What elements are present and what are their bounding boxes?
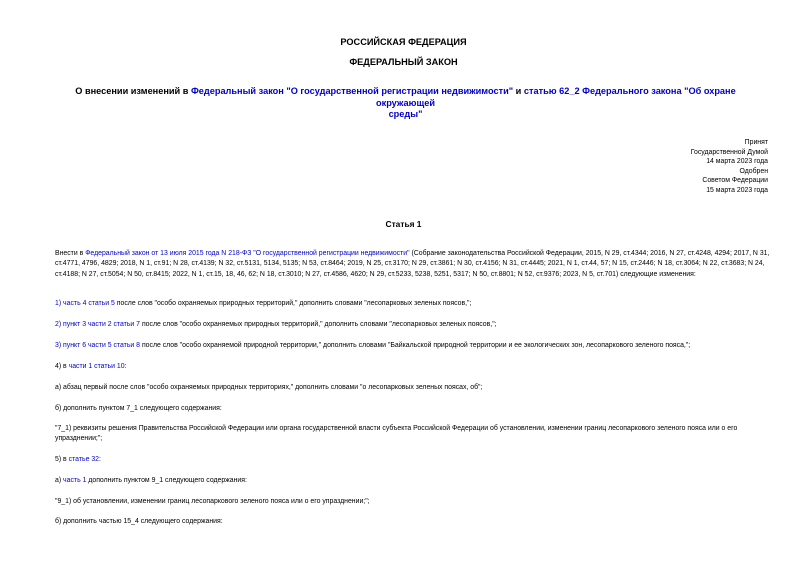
item-3	[39, 341, 786, 351]
item-2-num[interactable]: 2)	[55, 321, 64, 328]
item-5-quote: "9_1) об установлении, изменении границ лесопаркового зеленого пояса или о его упразднении;";	[55, 498, 370, 505]
item-3-text: после слов "особо охраняемой природной территории," дополнить словами "Байкальской природной территории и ее экологических зон, лесопаркового зеленого пояса,";	[140, 342, 691, 349]
approved-label: Одобрен	[739, 167, 768, 175]
title-prefix: О внесении изменений в	[75, 86, 191, 96]
item-2-link[interactable]: пункт 3 части 2 статьи 7	[63, 321, 141, 328]
item-5a-link[interactable]: часть 1	[63, 477, 87, 484]
title-link-article-62-2-cont[interactable]: среды"	[388, 109, 423, 119]
item-5b: б) дополнить частью 15_4 следующего содержания:	[55, 518, 223, 525]
title-link-article-62-2[interactable]: статью 62_2 Федерального закона "Об охране окружающей	[375, 86, 736, 108]
title-middle: и	[513, 86, 524, 96]
title-link-registration-law[interactable]: Федеральный закон "О государственной регистрации недвижимости"	[190, 86, 514, 96]
item-4-link[interactable]: части 1 статьи 10	[68, 363, 125, 370]
item-4-num: 4) в	[55, 363, 69, 370]
accepted-date: 14 марта 2023 года	[706, 158, 768, 166]
item-5-num: 5) в	[55, 456, 69, 463]
acceptance-block	[568, 138, 768, 196]
accepted-label: Принят	[744, 139, 768, 146]
item-1-num[interactable]: 1)	[55, 300, 64, 307]
intro-link-law-218[interactable]: Федеральный закон от 13 июля 2015 года N 218-ФЗ "О государственной регистрации недвижимости"	[85, 250, 410, 257]
item-1-link[interactable]: часть 4 статьи 5	[63, 300, 115, 307]
item-2-text: после слов "особо охраняемых природных территорий," дополнить словами "лесопарковых зеленых поясов,";	[140, 321, 497, 328]
law-type-heading: ФЕДЕРАЛЬНЫЙ ЗАКОН	[349, 57, 458, 67]
item-5a-text: дополнить пунктом 9_1 следующего содержания:	[86, 477, 247, 484]
country-heading: РОССИЙСКАЯ ФЕДЕРАЦИЯ	[340, 37, 467, 47]
item-5a	[39, 476, 786, 486]
item-4	[39, 362, 786, 372]
intro-paragraph	[39, 249, 786, 280]
item-4b: б) дополнить пунктом 7_1 следующего содержания:	[55, 405, 222, 412]
item-2	[39, 320, 786, 330]
item-5a-lead: а)	[55, 477, 64, 484]
accepted-by: Государственной Думой	[690, 148, 768, 156]
item-3-num[interactable]: 3)	[55, 342, 64, 349]
item-3-link[interactable]: пункт 6 части 5 статьи 8	[63, 342, 141, 349]
item-4-quote: "7_1) реквизиты решения Правительства Российской Федерации или органа государственной власти субъекта Российской Федерации об установлении, изменении границ лесопаркового зеленого пояса или о его упразднении;";	[55, 425, 738, 443]
intro-lead: Внести в	[55, 250, 86, 257]
item-4-text: :	[124, 363, 127, 370]
item-5-text: :	[99, 456, 101, 463]
approved-date: 15 марта 2023 года	[706, 186, 768, 194]
item-5-link[interactable]: статье 32	[68, 456, 99, 463]
item-1-text: после слов "особо охраняемых природных территорий," дополнить словами "лесопарковых зеленых поясов,";	[114, 300, 472, 307]
item-1	[39, 299, 786, 309]
approved-by: Советом Федерации	[702, 177, 768, 185]
intro-rest: (Собрание законодательства Российской Федерации, 2015, N 29, ст.4344; 2016, N 27, ст.4248, 4294; 2017, N 31, ст.4771, 4796, 4829; 2018, N 1, ст.91; N 28, ст.4139; N 32, ст.5131, 5134, 5135; N 53, ст.8464; 2019, N 25, ст.3170; N 29, ст.3861; N 30, ст.4156; N 31, ст.4445; 2021, N 1, ст.44, 57; N 15, ст.2446; N 18, ст.3064; N 22, ст.3683; N 24, ст.4188; N 27, ст.5054; N 50, ст.8415; 2022, N 1, ст.15, 18, 46, 62; N 18, ст.3010; N 27, ст.4586, 4620; N 29, ст.5233, 5238, 5251, 5317; N 50, ст.8801; N 52, ст.9376; 2023, N 5, ст.701) следующие изменения:	[55, 250, 770, 278]
article-heading: Статья 1	[385, 219, 422, 229]
item-5	[39, 455, 786, 465]
law-title	[58, 86, 753, 121]
item-4a: а) абзац первый после слов "особо охраняемых природных территориях," дополнить словами "о лесопарковых зеленых поясах, об";	[55, 384, 483, 391]
